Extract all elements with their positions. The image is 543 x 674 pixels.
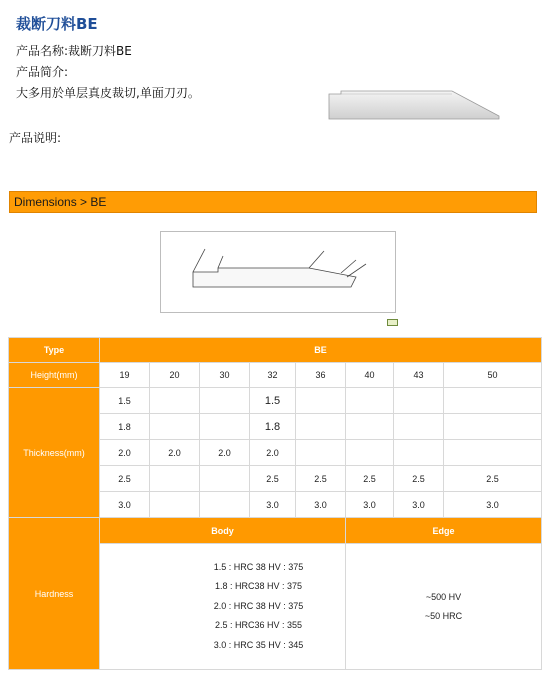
blade-thumbnail-image [327,86,507,124]
edge-hardness-line: ~500 HV [425,591,462,602]
thickness-cell: 1.8 [100,414,150,440]
specification-table [8,337,542,670]
thickness-cell: 2.5 [444,466,542,492]
thickness-cell [346,440,394,466]
height-cell: 36 [296,363,346,388]
height-label: Height(mm) [9,363,100,388]
thickness-cell: 2.0 [100,440,150,466]
thickness-cell [394,414,444,440]
product-name: 产品名称:裁断刀料BE [16,44,132,58]
thickness-cell: 1.5 [250,388,296,414]
height-cell: 50 [444,363,542,388]
thickness-cell: 3.0 [346,492,394,518]
thickness-cell: 3.0 [100,492,150,518]
height-cell: 19 [100,363,150,388]
page-title: 裁断刀料BE [16,15,98,33]
thickness-cell: 2.0 [200,440,250,466]
body-hardness-line: 3.0 : HRC 35 HV : 345 [213,639,304,650]
thickness-cell: 2.5 [250,466,296,492]
type-value: BE [100,338,542,363]
blade-dimension-diagram [160,231,396,313]
thickness-cell [444,440,542,466]
height-cell: 43 [394,363,444,388]
thickness-cell [444,414,542,440]
type-label: Type [9,338,100,363]
thickness-cell [150,388,200,414]
thickness-cell: 3.0 [296,492,346,518]
product-intro-text: 大多用於单层真皮裁切,单面刀刃。 [16,86,200,100]
enlarge-icon[interactable] [387,319,398,326]
thickness-cell [200,414,250,440]
edge-hardness-list [346,588,541,626]
thickness-cell [200,466,250,492]
thickness-cell [346,388,394,414]
thickness-cell [200,492,250,518]
thickness-cell: 2.0 [250,440,296,466]
edge-hardness-cell [346,544,542,670]
thickness-cell: 2.5 [100,466,150,492]
height-row [9,363,542,388]
thickness-cell [394,440,444,466]
hardness-label: Hardness [9,518,100,670]
blade-diagram-icon [161,232,395,312]
thickness-cell [200,388,250,414]
thickness-cell [346,414,394,440]
thickness-cell: 1.8 [250,414,296,440]
height-cell: 32 [250,363,296,388]
thickness-cell: 2.5 [346,466,394,492]
thickness-cell: 3.0 [250,492,296,518]
edge-hardness-line: ~50 HRC [424,610,463,621]
thickness-cell: 3.0 [444,492,542,518]
thickness-cell [296,440,346,466]
body-hardness-line: 2.0 : HRC 38 HV : 375 [213,600,304,611]
thickness-label: Thickness(mm) [9,388,100,518]
thickness-cell: 2.0 [150,440,200,466]
description-label: 产品说明: [9,131,62,145]
thickness-cell: 1.5 [100,388,150,414]
body-hardness-line: 1.8 : HRC38 HV : 375 [214,581,303,592]
thickness-cell: 2.5 [296,466,346,492]
body-hardness-line: 2.5 : HRC36 HV : 355 [214,620,303,631]
thickness-cell: 2.5 [394,466,444,492]
body-label: Body [100,518,346,544]
height-cell: 40 [346,363,394,388]
thickness-cell [150,492,200,518]
thickness-cell [394,388,444,414]
body-hardness-list [100,558,345,656]
body-hardness-line: 1.5 : HRC 38 HV : 375 [213,561,304,572]
type-row [9,338,542,363]
thickness-cell [150,414,200,440]
height-cell: 30 [200,363,250,388]
thickness-row [9,388,542,414]
thickness-cell [444,388,542,414]
thickness-cell [150,466,200,492]
height-cell: 20 [150,363,200,388]
hardness-header-row [9,518,542,544]
thickness-cell: 3.0 [394,492,444,518]
thickness-cell [296,414,346,440]
product-intro-label: 产品简介: [16,65,69,79]
thickness-cell [296,388,346,414]
body-hardness-cell [100,544,346,670]
edge-label: Edge [346,518,542,544]
dimensions-section-bar: Dimensions > BE [9,191,537,213]
